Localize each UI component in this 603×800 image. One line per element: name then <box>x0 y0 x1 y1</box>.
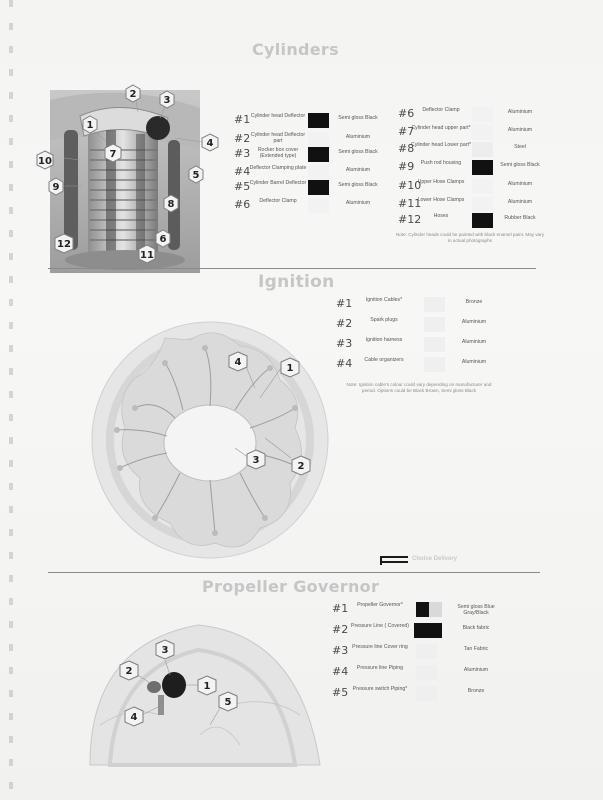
item-color: Semi gloss Blue Gray/Black <box>457 604 495 616</box>
color-swatch <box>472 125 493 140</box>
item-number: #3 <box>336 337 353 350</box>
governor-illustration <box>70 615 325 765</box>
svg-text:8: 8 <box>167 199 175 210</box>
item-color: Semi gloss Black <box>338 149 378 155</box>
item-number: #1 <box>336 297 353 310</box>
item-color: Aluminium <box>345 167 371 173</box>
color-swatch <box>472 213 493 228</box>
callout-2 <box>292 456 310 475</box>
color-swatch <box>416 665 437 680</box>
item-name: Cylinder head Deflector part <box>250 132 306 144</box>
item-color: Steel <box>514 144 526 150</box>
item-number: #1 <box>234 113 251 126</box>
item-name: Cylinder head upper part* <box>411 125 471 131</box>
color-swatch <box>472 160 493 175</box>
callout-9 <box>49 178 63 195</box>
item-name: Deflector Clamping plate <box>249 165 307 171</box>
color-swatch <box>416 602 429 617</box>
item-color: Aluminium <box>461 359 487 365</box>
svg-text:4: 4 <box>130 712 138 723</box>
svg-text:5: 5 <box>224 697 232 708</box>
cylinder-fins <box>88 120 158 260</box>
item-number: #3 <box>234 147 251 160</box>
color-swatch <box>308 113 329 128</box>
callout-2 <box>126 85 140 102</box>
item-number: #5 <box>234 180 251 193</box>
color-swatch <box>416 686 437 701</box>
callout-3 <box>156 640 174 659</box>
color-swatch <box>424 357 445 372</box>
callout-1 <box>281 358 299 377</box>
governor-title: Propeller Governor <box>202 577 380 596</box>
color-swatch-secondary <box>429 602 442 617</box>
callout-6 <box>156 230 170 247</box>
svg-text:4: 4 <box>234 357 242 368</box>
item-name: Pressure switch Piping* <box>352 686 408 692</box>
item-name: Pressure Line ( Covered) <box>351 623 409 629</box>
callout-12 <box>55 234 73 253</box>
callout-3 <box>160 91 174 108</box>
callout-1 <box>198 676 216 695</box>
svg-text:4: 4 <box>206 138 214 149</box>
callout-4 <box>125 707 143 726</box>
color-swatch <box>308 180 329 195</box>
item-color: Semi gloss Black <box>500 162 540 168</box>
color-swatch <box>308 132 329 147</box>
item-number: #3 <box>332 644 349 657</box>
svg-text:1: 1 <box>286 363 294 374</box>
color-swatch <box>472 142 493 157</box>
svg-text:3: 3 <box>252 455 260 466</box>
callout-4-marker <box>200 132 220 154</box>
svg-text:9: 9 <box>52 182 60 193</box>
item-number: #9 <box>398 160 415 173</box>
svg-text:3: 3 <box>161 645 169 656</box>
item-number: #8 <box>398 142 415 155</box>
item-name: Spark plugs <box>370 317 398 323</box>
callout-3 <box>247 450 265 469</box>
item-color: Aluminium <box>345 134 371 140</box>
item-name: Propeller Governor* <box>357 602 403 608</box>
svg-text:1: 1 <box>86 120 94 131</box>
ignition-note: Note: Ignition cable's colour could vary depending on manufacturer and period. Options could be Black Brown, Semi gloss Black <box>346 382 492 393</box>
color-swatch <box>472 197 493 212</box>
svg-text:10: 10 <box>38 156 52 167</box>
callout-7 <box>105 144 121 162</box>
item-number: #11 <box>398 197 422 210</box>
color-swatch <box>416 644 437 659</box>
item-name: Upper Hose Clamps <box>417 179 465 185</box>
item-name: Push rod housing <box>420 160 462 166</box>
color-swatch <box>424 297 445 312</box>
color-swatch <box>308 165 329 180</box>
cylinders-title: Cylinders <box>252 40 339 59</box>
item-name: Lower Hose Clamps <box>417 197 465 203</box>
item-name: Cylinder head Lower part* <box>411 142 471 148</box>
item-number: #4 <box>332 665 349 678</box>
item-color: Bronze <box>465 299 483 305</box>
binder-holes <box>9 0 13 800</box>
svg-text:6: 6 <box>159 234 167 245</box>
color-swatch <box>424 317 445 332</box>
item-number: #2 <box>336 317 353 330</box>
item-name: Cylinder head Deflector <box>250 113 306 119</box>
callout-10 <box>37 151 53 169</box>
item-name: Cylinder Barrel Deflector <box>249 180 307 186</box>
item-color: Aluminium <box>461 319 487 325</box>
callout-1 <box>83 116 97 133</box>
item-color: Semi gloss Black <box>338 182 378 188</box>
item-color: Aluminium <box>345 200 371 206</box>
svg-text:5: 5 <box>192 170 200 181</box>
item-color: Aluminium <box>463 667 489 673</box>
item-number: #2 <box>332 623 349 636</box>
svg-text:2: 2 <box>129 89 137 100</box>
item-color: Black fabric <box>462 625 490 631</box>
color-swatch <box>414 623 442 638</box>
item-color: Aluminium <box>507 199 533 205</box>
callout-8 <box>164 195 178 212</box>
callout-4 <box>229 352 247 371</box>
item-name: Deflector Clamp <box>422 107 460 113</box>
footer-text: Choice Delivery <box>412 556 458 562</box>
item-number: #12 <box>398 213 422 226</box>
item-name: Pressure line Cover ring <box>352 644 408 650</box>
color-swatch <box>472 179 493 194</box>
item-number: #2 <box>234 132 251 145</box>
svg-text:11: 11 <box>140 250 154 261</box>
color-swatch <box>424 337 445 352</box>
item-number: #10 <box>398 179 422 192</box>
ignition-illustration <box>95 318 325 562</box>
item-name: Ignition Cables* <box>365 297 403 303</box>
color-swatch <box>308 147 329 162</box>
item-color: Tan Fabric <box>463 646 489 652</box>
callout-11 <box>139 245 155 263</box>
svg-text:2: 2 <box>125 666 133 677</box>
item-name: Deflector Clamp <box>259 198 297 204</box>
item-number: #4 <box>336 357 353 370</box>
section-divider <box>48 268 536 269</box>
item-name: Hoses <box>433 213 449 219</box>
svg-text:2: 2 <box>297 461 305 472</box>
item-number: #5 <box>332 686 349 699</box>
item-color: Aluminium <box>507 127 533 133</box>
item-number: #6 <box>398 107 415 120</box>
item-color: Bronze <box>467 688 485 694</box>
item-name: Ignition harness <box>365 337 403 343</box>
item-color: Aluminium <box>461 339 487 345</box>
item-color: Aluminium <box>507 109 533 115</box>
item-number: #7 <box>398 125 415 138</box>
callout-5 <box>219 692 237 711</box>
item-color: Rubber Black <box>504 215 536 221</box>
item-number: #4 <box>234 165 251 178</box>
item-color: Semi gloss Black <box>338 115 378 121</box>
section-divider <box>48 572 540 573</box>
cylinders-illustration <box>38 89 200 273</box>
svg-text:3: 3 <box>163 95 171 106</box>
brand-logo-mark <box>380 556 408 565</box>
svg-text:1: 1 <box>203 681 211 692</box>
color-swatch <box>308 198 329 213</box>
callout-2 <box>120 661 138 680</box>
color-swatch <box>472 107 493 122</box>
ignition-title: Ignition <box>258 272 335 292</box>
item-name: Rocker box cover (Extended type) <box>257 147 299 159</box>
cylinders-note: Note: Cylinder heads could be painted with black enamel paint. May vary in actual photographs <box>395 232 545 243</box>
item-color: Aluminium <box>507 181 533 187</box>
item-name: Cable organizers <box>364 357 404 363</box>
svg-text:7: 7 <box>109 149 117 160</box>
svg-text:12: 12 <box>57 239 71 250</box>
item-number: #6 <box>234 198 251 211</box>
item-number: #1 <box>332 602 349 615</box>
item-name: Pressure line Piping <box>356 665 404 671</box>
callout-5 <box>189 166 203 183</box>
